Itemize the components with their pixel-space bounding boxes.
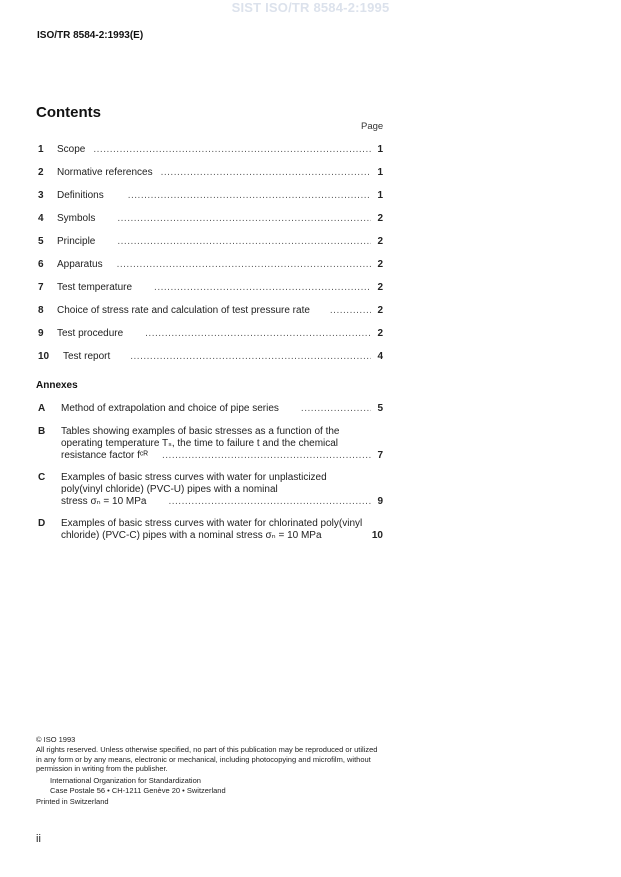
annex-letter: A	[38, 403, 46, 414]
dot-leader	[117, 213, 371, 225]
toc-page: 1	[377, 167, 383, 178]
toc-number: 10	[38, 351, 50, 362]
toc-label: Apparatus	[57, 259, 103, 270]
rights-statement: All rights reserved. Unless otherwise specified, no part of this publication may be reproduced or utilized in any form or by any means, electronic or mechanical, including photocopying and microfilm, without permission in writing from the publisher.	[36, 745, 378, 773]
toc-number: 5	[38, 236, 44, 247]
contents-title: Contents	[36, 104, 101, 121]
toc-label: Principle	[57, 236, 96, 247]
dot-leader	[128, 190, 371, 202]
dot-leader	[301, 403, 371, 415]
dot-leader	[145, 328, 371, 340]
annex-title-line: chloride) (PVC-C) pipes with a nominal stress σₙ = 10 MPa	[61, 530, 322, 541]
page-column-label: Page	[361, 121, 384, 132]
printed-in: Printed in Switzerland	[36, 797, 109, 806]
annex-title-line: operating temperature Tₛ, the time to failure t and the chemical	[61, 438, 339, 449]
toc-entry-scope[interactable]	[38, 144, 383, 156]
toc-number: 9	[38, 328, 44, 339]
toc-entry-choice-of-stress-rate[interactable]	[38, 305, 383, 317]
org-block	[36, 776, 226, 795]
page-number: ii	[36, 833, 41, 845]
annexes-heading: Annexes	[36, 380, 78, 391]
toc-label: Test report	[63, 351, 111, 362]
toc-page: 7	[377, 450, 383, 461]
toc-number: 2	[38, 167, 44, 178]
toc-entry-definitions[interactable]	[38, 190, 383, 202]
toc-entry-test-temperature[interactable]	[38, 282, 383, 294]
toc-page: 4	[377, 351, 383, 362]
annex-title-line: Examples of basic stress curves with water for unplasticized	[61, 472, 327, 483]
toc-label: Choice of stress rate and calculation of test pressure rate	[57, 305, 310, 316]
toc-entry-test-procedure[interactable]	[38, 328, 383, 340]
dot-leader	[154, 282, 371, 294]
annex-title-line: stress σₙ = 10 MPa	[61, 496, 147, 507]
annex-letter: D	[38, 518, 46, 529]
dot-leader	[130, 351, 371, 363]
dot-leader	[93, 144, 371, 156]
annex-title-line: resistance factor fᶜᴿ	[61, 450, 148, 461]
toc-number: 4	[38, 213, 44, 224]
annex-letter: C	[38, 472, 46, 483]
dot-leader	[168, 496, 371, 508]
toc-number: 1	[38, 144, 44, 155]
toc-entry-test-report[interactable]	[38, 351, 383, 363]
toc-page: 1	[377, 190, 383, 201]
toc-entry-principle[interactable]	[38, 236, 383, 248]
toc-page: 2	[377, 259, 383, 270]
dot-leader	[117, 236, 371, 248]
toc-page: 10	[371, 530, 383, 541]
toc-page: 2	[377, 305, 383, 316]
annex-title-line: poly(vinyl chloride) (PVC-U) pipes with a nominal	[61, 484, 278, 495]
toc-number: 6	[38, 259, 44, 270]
toc-entry-annex-b[interactable]	[38, 426, 383, 462]
toc-entry-annex-d[interactable]	[38, 518, 383, 542]
toc-number: 3	[38, 190, 44, 201]
dot-leader	[162, 450, 371, 462]
toc-entry-annex-a[interactable]	[38, 403, 383, 415]
annex-title-line: Examples of basic stress curves with water for chlorinated poly(vinyl	[61, 518, 363, 529]
annex-title-line: Tables showing examples of basic stresses as a function of the	[61, 426, 340, 437]
copyright-line: © ISO 1993	[36, 735, 76, 744]
toc-label: Symbols	[57, 213, 96, 224]
toc-label: Definitions	[57, 190, 104, 201]
toc-page: 1	[377, 144, 383, 155]
toc-label: Test temperature	[57, 282, 133, 293]
toc-number: 7	[38, 282, 44, 293]
watermark: SIST ISO/TR 8584-2:1995	[231, 0, 390, 15]
dot-leader	[117, 259, 371, 271]
toc-page: 9	[377, 496, 383, 507]
toc-entry-normative-references[interactable]	[38, 167, 383, 179]
dot-leader	[161, 167, 371, 179]
org-name: International Organization for Standardization	[50, 776, 201, 785]
toc-label: Normative references	[57, 167, 153, 178]
toc-label: Scope	[57, 144, 86, 155]
annex-letter: B	[38, 426, 46, 437]
toc-label: Test procedure	[57, 328, 124, 339]
dot-leader	[330, 305, 371, 317]
toc-number: 8	[38, 305, 44, 316]
toc-entry-annex-c[interactable]	[38, 472, 383, 508]
toc-page: 2	[377, 213, 383, 224]
document-id: ISO/TR 8584-2:1993(E)	[37, 30, 144, 41]
toc-entry-symbols[interactable]	[38, 213, 383, 225]
org-address: Case Postale 56 • CH-1211 Genève 20 • Switzerland	[50, 785, 226, 795]
toc-entry-apparatus[interactable]	[38, 259, 383, 271]
toc-page: 5	[377, 403, 383, 414]
toc-page: 2	[377, 282, 383, 293]
toc-page: 2	[377, 236, 383, 247]
toc-page: 2	[377, 328, 383, 339]
annex-title: Method of extrapolation and choice of pipe series	[61, 403, 279, 414]
